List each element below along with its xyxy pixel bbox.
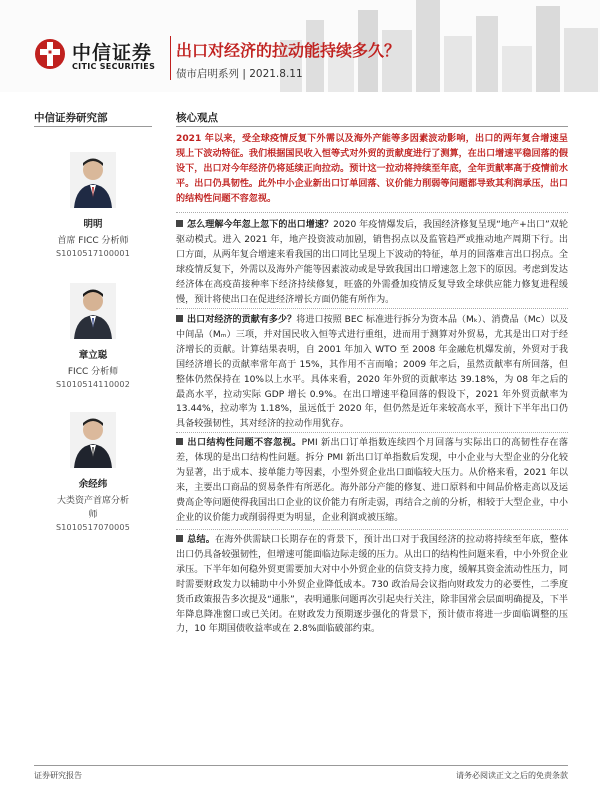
footer-divider — [34, 765, 568, 766]
citic-logo-mark-icon — [34, 38, 66, 70]
analyst-title: FICC 分析师 — [67, 367, 119, 377]
bullet-square-icon — [176, 220, 183, 227]
report-header — [0, 0, 600, 92]
analyst-title-continued: 师 — [88, 510, 98, 520]
paragraph-text: 在海外供需缺口长期存在的背景下，预计出口对于我国经济的拉动将持续至年底，整体出口仍具备较强韧性，但增速可能面临边际走缓的压力。从出口的结构性问题来看，中小外贸企业承压。下半年如何稳外贸更需要加大对中小外贸企业的信贷支持力度，缓解其资金流动性压力，同时需要财政发力以辅助中小外贸企业降低成本。730 政治局会议指向财政发力的必要性，二季度货币政策报告多次提及“通胀”，表明通胀问题再次引起央行关注，除非国常会层面明确提及，下半年降息降准窗口或已关闭。在财政发力预期逐步强化的背景下，预计债市将进一步面临调整的压力，10 年期国债收益率或在 2.8%面临破部约束。 — [176, 535, 568, 635]
footer-label: 证券研究报告 — [34, 771, 82, 780]
bullet-square-icon — [176, 438, 183, 445]
bullet-square-icon — [176, 535, 183, 542]
analyst-title: 大类资产首席分析 — [56, 496, 129, 506]
section-divider — [176, 126, 568, 127]
bullet-square-icon — [176, 315, 183, 322]
report-subtitle: 债市启明系列 | 2021.8.11 — [176, 68, 303, 80]
analyst-name: 余经纬 — [78, 479, 108, 490]
section-title: 核心观点 — [176, 112, 218, 124]
analyst-id: S1010517070005 — [55, 523, 131, 532]
paragraph — [176, 313, 568, 432]
paragraph-separator — [176, 212, 568, 213]
paragraph-separator — [176, 529, 568, 530]
analyst-id: S1010517100001 — [55, 249, 131, 258]
analyst-photo-icon — [70, 152, 116, 208]
citic-logo — [34, 38, 164, 78]
department-label: 中信证券研究部 — [34, 112, 108, 124]
analyst-id: S1010514110002 — [55, 380, 131, 389]
analyst-title: 首席 FICC 分析师 — [57, 236, 129, 246]
analyst-card — [34, 152, 152, 258]
paragraph-text: 2020 年疫情爆发后，我国经济修复呈现“地产+出口”双轮驱动模式。进入 2021 年，地产投资波动加剧，销售拐点以及监管趋严或推动地产周期下行。出口方面，从两年复合增速来看我国的出口同比呈现上下波动的特征，单月的回落难言出口拐点。全球疫情反复下，外需以及海外产能等因素波动或是导致我国出口增速忽上忽下的原因。考虑到发达经济体在高疫苗接种率下经济持续修复，旺盛的外需叠加疫情反复导致全球供应能力修复进程缓慢，预计将使出口在促进经济增长方面仍能有所作为。 — [176, 220, 568, 305]
paragraph — [176, 218, 568, 307]
paragraph — [176, 436, 568, 525]
header-divider — [170, 36, 171, 80]
paragraph-separator — [176, 432, 568, 433]
paragraph-separator — [176, 308, 568, 309]
analyst-photo-icon — [70, 283, 116, 339]
paragraph-text: PMI 新出口订单指数连续四个月回落与实际出口的高韧性存在落差，体现的是出口结构性问题。拆分 PMI 新出口订单指数后发现，中小企业与大型企业的分化较为显著，出于成本、接单能力等因素，小型外贸企业出口面临较大压力。从价格来看，2021 年以来，主要出口商品的贸易条件有所恶化。海外部分产能的修复、进口原料和中间品价格走高以及运费高企等问题使得我国出口企业的议价能力有所走弱，再结合之前的分析，相较于大型企业，中小企业的议价能力或削弱得更为明显，企业利润或被压缩。 — [176, 438, 568, 523]
paragraph-lead: 出口结构性问题不容忽视。 — [187, 438, 302, 448]
logo-chinese-text: 中信证券 — [72, 42, 153, 64]
analyst-photo-icon — [70, 412, 116, 468]
analyst-name: 明明 — [83, 219, 103, 230]
department-divider — [34, 126, 152, 127]
report-title: 出口对经济的拉动能持续多久？ — [176, 41, 401, 60]
logo-english-text: CITIC SECURITIES — [72, 62, 156, 71]
paragraph-lead: 出口对经济的贡献有多少？ — [187, 315, 297, 325]
core-summary: 2021 年以来，受全球疫情反复下外需以及海外产能等多因素波动影响，出口的两年复合增速呈现上下波动特征。我们根据国民收入恒等式对外贸的贡献度进行了测算，在出口增速平稳回落的假设下，出口对今年经济仍将延续正向拉动。预计这一拉动将持续至年底，全年贡献率高于疫情前水平。出口仍具韧性。此外中小企业新出口订单回落、议价能力削弱等问题都导致其利润承压，出口的结构性问题不容忽视。 — [176, 134, 568, 204]
analyst-name: 章立聪 — [78, 350, 108, 361]
paragraph-lead: 总结。 — [187, 535, 216, 545]
paragraph-lead: 怎么理解今年忽上忽下的出口增速？ — [187, 220, 334, 230]
paragraph-text: 将进口按照 BEC 标准进行拆分为资本品（Mₖ）、消费品（Mc）以及中间品（Mₘ）三项，并对国民收入恒等式进行重组，进而用于测算对外贸易，尤其是出口对于经济增长的贡献。计算结果表明，自 2001 年加入 WTO 至 2008 年金融危机爆发前，外贸对于我国经济增长的贡献率常年高于 15%，其作用不言而喻；2009 年之后，虽然贡献率有所回落，但整体仍然保持在 10%以上水平。具体来看，2020 年外贸的贡献率达 39.18%，为 08 年之后的最高水平，拉动实际 GDP 增长 0.9%。在出口增速平稳回落的假设下，2021 年外贸贡献率为 13.44%，拉动率为 1.18%，虽远低于 2020 年，但仍然是近年来较高水平，预计下半年出口仍具备较强韧性，其对经济的拉动作用犹存。 — [176, 315, 568, 430]
paragraph — [176, 533, 568, 637]
footer-disclaimer: 请务必阅读正文之后的免责条款 — [456, 771, 568, 780]
analyst-card — [34, 283, 152, 389]
analyst-card — [34, 412, 152, 532]
